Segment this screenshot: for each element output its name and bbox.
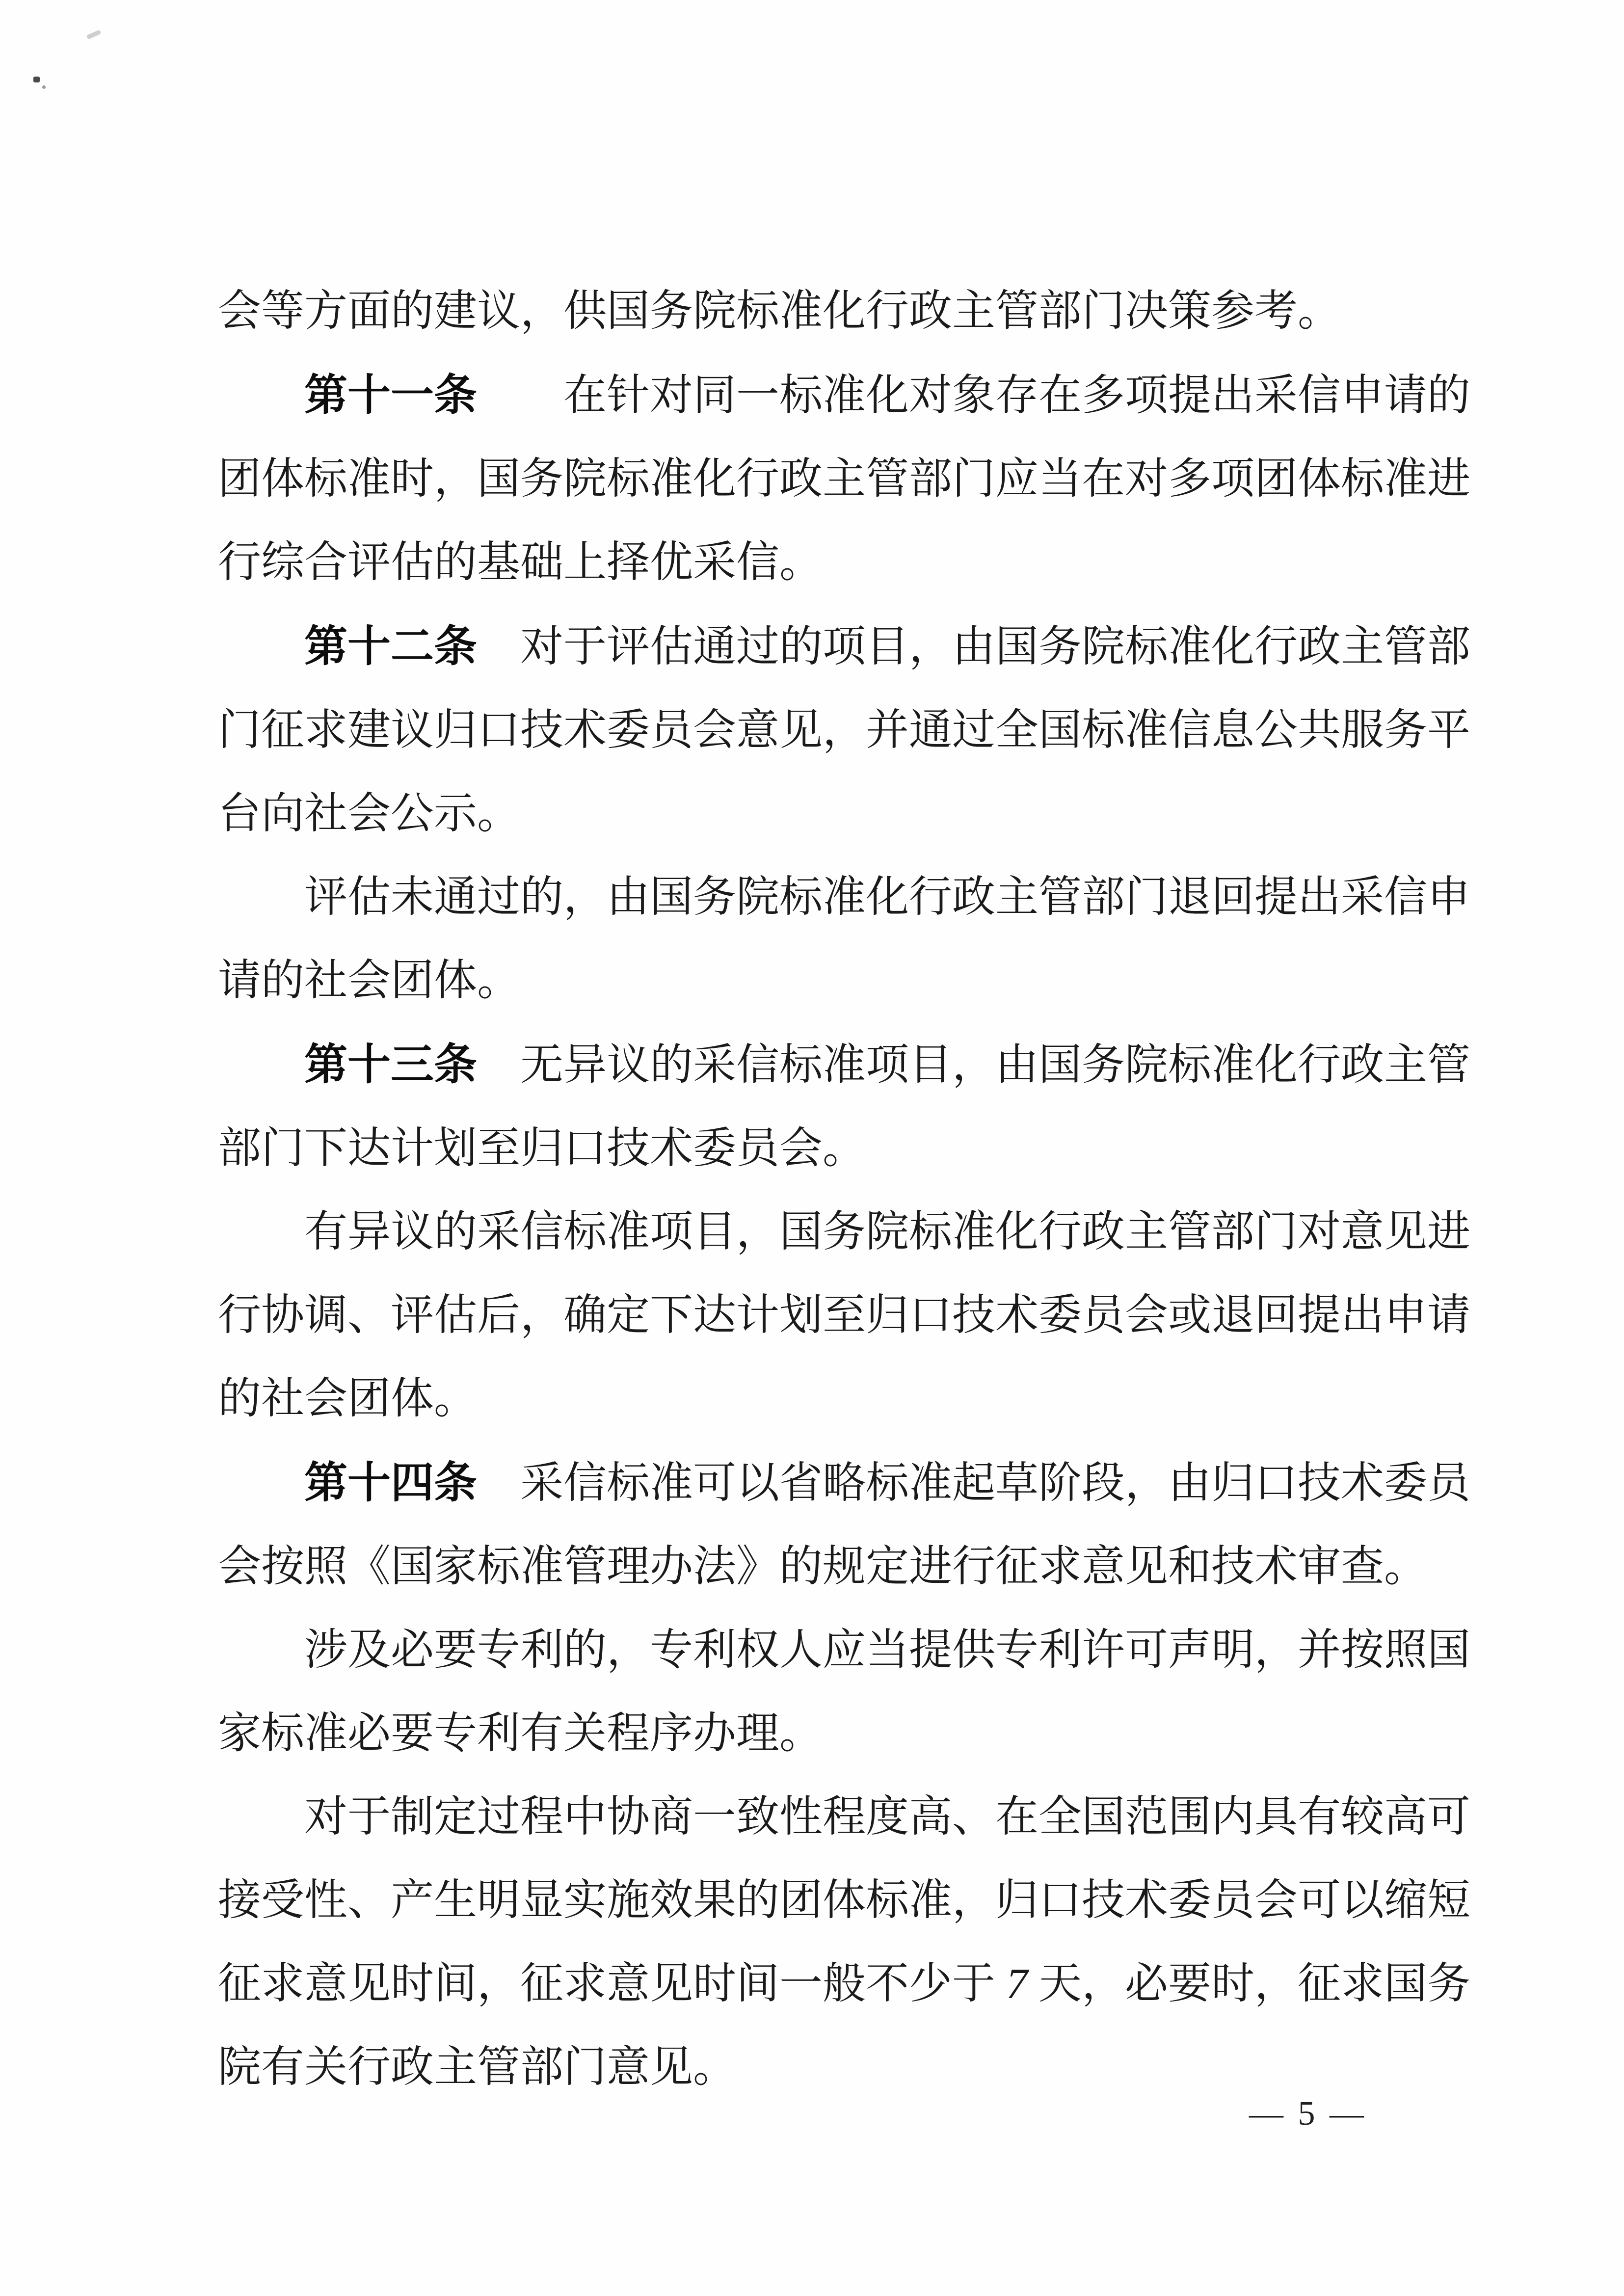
text-line: 的社会团体。 [218,1375,478,1423]
text-line: 门征求建议归口技术委员会意见，并通过全国标准信息公共服务平 [218,707,1471,754]
text-line: 行协调、评估后，确定下达计划至归口技术委员会或退回提出申请 [218,1292,1471,1339]
article-number-label: 第十三条 [304,1040,478,1089]
body-paragraph [218,1609,1474,1776]
article-paragraph [218,605,1474,856]
text-line: 团体标准时，国务院标准化行政主管部门应当在对多项团体标准进 [218,455,1471,503]
article-number-label: 第十四条 [304,1458,478,1507]
article-paragraph [218,353,1474,605]
text-line: 采信标准可以省略标准起草阶段，由归口技术委员 [520,1460,1471,1507]
text-line: 对于评估通过的项目，由国务院标准化行政主管部 [520,623,1471,671]
scan-speck [33,77,40,82]
body-paragraph [218,856,1474,1023]
text-line: 家标准必要专利有关程序办理。 [218,1710,823,1758]
text-line: 无异议的采信标准项目，由国务院标准化行政主管 [520,1041,1471,1089]
article-number-label: 第十一条 [304,371,478,419]
page-number: — 5 — [1249,2095,1367,2133]
scan-speck [42,85,46,89]
text-line: 在针对同一标准化对象存在多项提出采信申请的 [563,372,1471,420]
text-line: 接受性、产生明显实施效果的团体标准，归口技术委员会可以缩短 [218,1877,1471,1924]
body-paragraph [218,1776,1474,2109]
article-paragraph [218,1441,1474,1609]
text-line: 会按照《国家标准管理办法》的规定进行征求意见和技术审查。 [218,1543,1428,1591]
text-line: 对于制定过程中协商一致性程度高、在全国范围内具有较高可 [304,1793,1471,1841]
text-line: 征求意见时间，征求意见时间一般不少于 7 天，必要时，征求国务 [218,1960,1471,2008]
text-line: 部门下达计划至归口技术委员会。 [218,1125,866,1173]
body-paragraph [218,1191,1474,1441]
text-line: 台向社会公示。 [218,790,521,838]
text-line: 行综合评估的基础上择优采信。 [218,539,823,587]
text-line: 请的社会团体。 [218,957,521,1005]
text-line: 有异议的采信标准项目，国务院标准化行政主管部门对意见进 [304,1208,1471,1256]
article-number-label: 第十二条 [304,622,478,670]
scan-speck [86,29,101,39]
text-line: 院有关行政主管部门意见。 [218,2044,737,2091]
text-line: 评估未通过的，由国务院标准化行政主管部门退回提出采信申 [304,874,1471,921]
article-paragraph [218,1023,1474,1191]
document-body-text [218,270,1474,2109]
body-paragraph [218,270,1474,353]
text-line: 涉及必要专利的，专利权人应当提供专利许可声明，并按照国 [304,1627,1471,1674]
text-line: 会等方面的建议，供国务院标准化行政主管部门决策参考。 [218,288,1341,335]
